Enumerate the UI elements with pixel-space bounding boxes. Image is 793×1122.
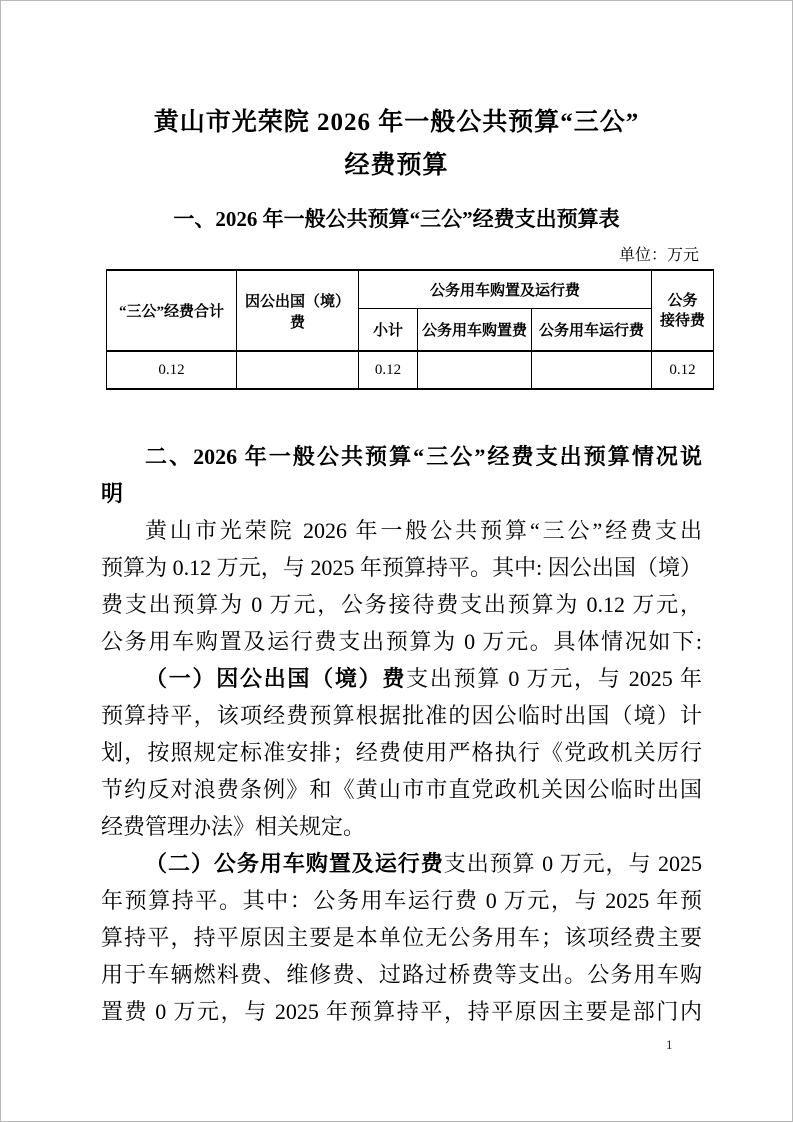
table-header-row-1: [107, 270, 714, 309]
paragraph1-line4: 公务用车购置及运行费支出预算为 0 万元。具体情况如下:: [101, 629, 702, 654]
header-official-reception-line1: 公务: [667, 292, 698, 309]
cell-vehicle-purchase: [418, 351, 532, 389]
header-abroad-expense: 因公出国（境）费: [237, 270, 359, 351]
section2-body: [101, 438, 702, 1030]
paragraph1-line3: 费支出预算为 0 万元，公务接待费支出预算为 0.12 万元，: [101, 592, 702, 617]
paragraph2-lead-rest: 支出预算 0 万元，与 2025 年: [406, 666, 702, 691]
header-vehicle-subtotal: 小计: [359, 309, 418, 352]
unit-label: 单位：万元: [618, 247, 699, 264]
paragraph2-line5: 经费管理办法》相关规定。: [101, 814, 366, 839]
section1-heading: 一、2026 年一般公共预算“三公”经费支出预算表: [173, 207, 620, 231]
paragraph3-line3: 算持平，持平原因主要是本单位无公务用车；该项经费主要: [101, 925, 702, 950]
cell-vehicle-operation: [532, 351, 652, 389]
section2-heading-line1: 二、2026 年一般公共预算“三公”经费支出预算情况说: [145, 444, 702, 469]
paragraph3-line1: [101, 845, 702, 882]
paragraph2-lead-bold: （一）因公出国（境）费: [145, 666, 407, 691]
section2-heading-line2: 明: [101, 481, 124, 506]
header-vehicle-group: 公务用车购置及运行费: [359, 270, 652, 309]
paragraph2-line1: [101, 660, 702, 697]
cell-abroad-expense: [237, 351, 359, 389]
paragraph3-lead-rest: 支出预算 0 万元，与 2025: [443, 851, 702, 876]
paragraph1-line2: 预算为 0.12 万元，与 2025 年预算持平。其中: 因公出国（境）: [101, 555, 702, 580]
paragraph3-line5: 置费 0 万元，与 2025 年预算持平，持平原因主要是部门内: [101, 999, 702, 1024]
cell-official-reception: 0.12: [652, 351, 714, 389]
paragraph2-line2: 预算持平，该项经费预算根据批准的因公临时出国（境）计: [101, 703, 702, 728]
header-three-public-total: “三公”经费合计: [107, 270, 237, 351]
document-title: [1, 101, 792, 187]
document-title-line1: 黄山市光荣院 2026 年一般公共预算“三公”: [153, 109, 640, 136]
paragraph3-line2: 年预算持平。其中：公务用车运行费 0 万元，与 2025 年预: [101, 888, 702, 913]
header-vehicle-purchase: 公务用车购置费: [418, 309, 532, 352]
paragraph3-lead-bold: （二）公务用车购置及运行费: [145, 851, 444, 876]
paragraph2-line3: 划，按照规定标准安排；经费使用严格执行《党政机关厉行: [101, 740, 702, 765]
paragraph3-line4: 用于车辆燃料费、维修费、过路过桥费等支出。公务用车购: [101, 962, 702, 987]
three-public-expense-table: [106, 269, 714, 390]
header-vehicle-operation: 公务用车运行费: [532, 309, 652, 352]
header-official-reception: [652, 270, 714, 351]
cell-vehicle-subtotal: 0.12: [359, 351, 418, 389]
cell-three-public-total: 0.12: [107, 351, 237, 389]
header-official-reception-line2: 接待费: [659, 312, 705, 329]
table-data-row: [107, 351, 714, 389]
page-number: 1: [666, 1037, 673, 1052]
document-title-line2: 经费预算: [344, 152, 449, 179]
paragraph1-line1: 黄山市光荣院 2026 年一般公共预算“三公”经费支出: [145, 518, 702, 543]
paragraph2-line4: 节约反对浪费条例》和《黄山市市直党政机关因公临时出国: [101, 777, 702, 802]
